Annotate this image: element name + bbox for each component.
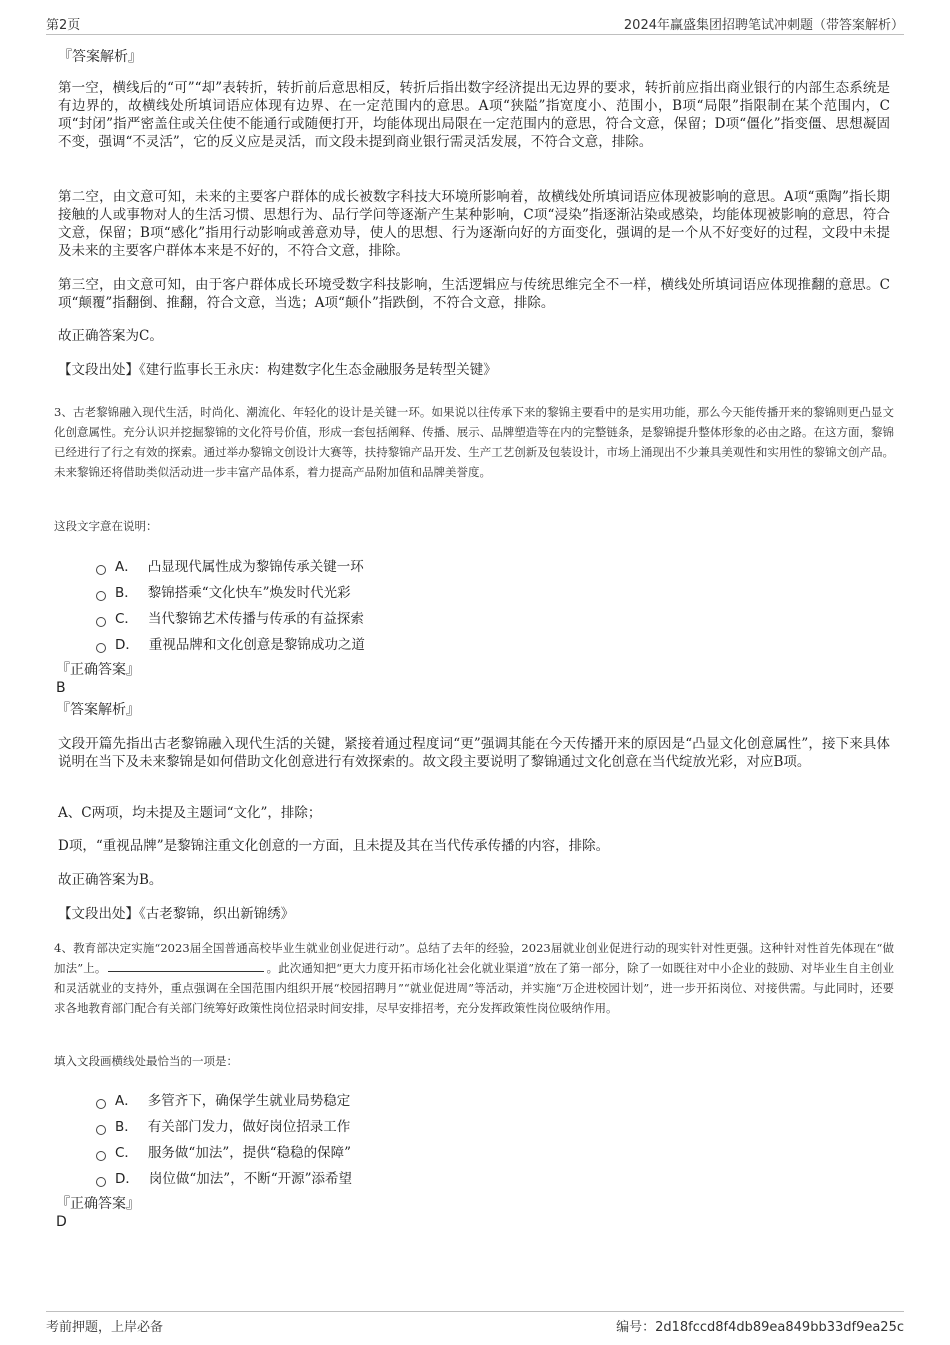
radio-icon[interactable] bbox=[96, 1177, 106, 1187]
option-text: 有关部门发力，做好岗位招录工作 bbox=[147, 1119, 351, 1135]
q3-stem: 3、古老黎锦融入现代生活，时尚化、潮流化、年轻化的设计是关键一环。如果说以往传承下来的黎锦主要看中的是实用功能，那么今天能传播开来的黎锦则更凸显文化创意属性。充分认识并挖掘黎锦的文化符号价值，形成一套包括阐释、传播、展示、品牌塑造等在内的完整链条，是黎锦提升整体形象的必由之路。在这方面，黎锦已经进行了行之有效的探索。通过举办黎锦文创设计大赛等，扶持黎锦产品开发、生产工艺创新及包装设计，市场上涌现出不少兼具美观性和实用性的黎锦文创产品。未来黎锦还将借助类似活动进一步丰富产品体系，着力提高产品附加值和品牌美誉度。 bbox=[54, 405, 894, 479]
option-text: 岗位做“加法”，不断“开源”添希望 bbox=[148, 1171, 353, 1187]
q3-answer: B bbox=[56, 680, 66, 696]
radio-icon[interactable] bbox=[96, 1099, 106, 1109]
q4-answer: D bbox=[56, 1214, 67, 1230]
q2-source: 【文段出处】《建行监事长王永庆：构建数字化生态金融服务是转型关键》 bbox=[58, 362, 497, 378]
q4-option-c[interactable] bbox=[96, 1141, 351, 1161]
radio-icon[interactable] bbox=[96, 565, 106, 575]
radio-icon[interactable] bbox=[96, 617, 106, 627]
option-letter: B． bbox=[115, 1119, 138, 1135]
q2-conclusion: 故正确答案为C。 bbox=[58, 328, 163, 344]
q2-analysis-p1: 第一空，横线后的“可”“却”表转折，转折前后意思相反，转折后指出数字经济提出无边界的要求，转折前应指出商业银行的内部生态系统是有边界的，故横线处所填词语应体现有边界、在一定范围内的意思。A项“狭隘”指宽度小、范围小，B项“局限”指限制在某个范围内，C项“封闭”指严密盖住或关住使不能通行或随便打开，均能体现出局限在一定范围内的意思，符合文意，保留；D项“僵化”指变僵、思想凝固不变，强调“不灵活”，它的反义应是灵活，而文段未提到商业银行需灵活发展，不符合文意，排除。 bbox=[58, 80, 890, 150]
page-header bbox=[46, 12, 904, 35]
option-text: 多管齐下，确保学生就业局势稳定 bbox=[147, 1093, 351, 1109]
option-letter: A． bbox=[115, 559, 138, 575]
option-letter: D． bbox=[115, 637, 139, 653]
option-text: 当代黎锦艺术传播与传承的有益探索 bbox=[147, 611, 364, 627]
q3-analysis-p3: D项，“重视品牌”是黎锦注重文化创意的一方面，且未提及其在当代传承传播的内容，排除。 bbox=[58, 838, 610, 854]
q2-analysis-p3: 第三空，由文意可知，由于客户群体成长环境受数字科技影响，生活逻辑应与传统思维完全不一样，横线处所填词语应体现推翻的意思。C项“颠覆”指翻倒、推翻，符合文意，当选；A项“颠仆”指跌倒，不符合文意，排除。 bbox=[58, 277, 890, 311]
page-footer bbox=[46, 1311, 904, 1334]
radio-icon[interactable] bbox=[96, 1151, 106, 1161]
q3-analysis-p2: A、C两项，均未提及主题词“文化”，排除； bbox=[58, 805, 322, 821]
q3-analysis-tag: 『答案解析』 bbox=[56, 702, 140, 718]
q3-option-c[interactable] bbox=[96, 607, 364, 627]
q3-conclusion: 故正确答案为B。 bbox=[58, 872, 163, 888]
q4-answer-tag: 『正确答案』 bbox=[56, 1196, 140, 1212]
page-number: 第2页 bbox=[46, 18, 81, 33]
q3-prompt: 这段文字意在说明： bbox=[54, 519, 158, 533]
footer-slogan: 考前押题，上岸必备 bbox=[46, 1320, 164, 1335]
q3-source: 【文段出处】《古老黎锦，织出新锦绣》 bbox=[58, 906, 295, 922]
q2-analysis-p2: 第二空，由文意可知，未来的主要客户群体的成长被数字科技大环境所影响着，故横线处所填词语应体现被影响的意思。A项“熏陶”指长期接触的人或事物对人的生活习惯、思想行为、品行学问等逐渐产生某种影响，C项“浸染”指逐渐沾染或感染，均能体现被影响的意思，符合文意，保留；B项“感化”指用行动影响或善意劝导，使人的思想、行为逐渐向好的方面变化，强调的是一个从不好变好的过程，文段中未提及未来的主要客户群体本来是不好的，不符合文意，排除。 bbox=[58, 189, 890, 259]
option-letter: D． bbox=[115, 1171, 139, 1187]
q4-option-b[interactable] bbox=[96, 1115, 350, 1135]
radio-icon[interactable] bbox=[96, 591, 106, 601]
q2-analysis-tag: 『答案解析』 bbox=[58, 49, 142, 65]
q4-option-d[interactable] bbox=[96, 1167, 352, 1187]
option-letter: C． bbox=[115, 1145, 138, 1161]
q3-option-b[interactable] bbox=[96, 581, 351, 601]
q4-option-a[interactable] bbox=[96, 1089, 350, 1109]
fill-blank-line bbox=[108, 959, 264, 972]
option-text: 黎锦搭乘“文化快车”焕发时代光彩 bbox=[147, 585, 351, 601]
q3-option-a[interactable] bbox=[96, 555, 364, 575]
q4-stem-before: 4、教育部决定实施“2023届全国普通高校毕业生就业创业促进行动”。总结了去年的经验，2023届就业创业促进行动的现实针对性更强。这种针对性首先体现在“做加法”上。 bbox=[54, 941, 894, 975]
q4-stem-after: 。此次通知把“更大力度开拓市场化社会化就业渠道”放在了第一部分，除了一如既往对中小企业的鼓励、对毕业生自主创业和灵活就业的支持外，重点强调在全国范围内组织开展“校园招聘月”“就业促进周”等活动，并实施“万企进校园计划”，进一步开拓岗位、对接供需。与此同时，还要求各地教育部门配合有关部门统筹好政策性岗位招录时间安排，尽早安排招考，充分发挥政策性岗位吸纳作用。 bbox=[54, 961, 894, 1015]
radio-icon[interactable] bbox=[96, 1125, 106, 1135]
radio-icon[interactable] bbox=[96, 643, 106, 653]
option-letter: A． bbox=[115, 1093, 138, 1109]
q3-option-d[interactable] bbox=[96, 633, 365, 653]
option-text: 重视品牌和文化创意是黎锦成功之道 bbox=[148, 637, 365, 653]
q3-analysis-p1: 文段开篇先指出古老黎锦融入现代生活的关键，紧接着通过程度词“更”强调其能在今天传播开来的原因是“凸显文化创意属性”，接下来具体说明在当下及未来黎锦是如何借助文化创意进行有效探索的。故文段主要说明了黎锦通过文化创意在当代绽放光彩，对应B项。 bbox=[58, 736, 890, 770]
option-text: 凸显现代属性成为黎锦传承关键一环 bbox=[147, 559, 364, 575]
option-letter: B． bbox=[115, 585, 138, 601]
q3-answer-tag: 『正确答案』 bbox=[56, 662, 140, 678]
option-letter: C． bbox=[115, 611, 138, 627]
document-id: 编号：2d18fccd8f4db89ea849bb33df9ea25c bbox=[616, 1320, 904, 1335]
q4-prompt: 填入文段画横线处最恰当的一项是： bbox=[54, 1054, 238, 1068]
q4-stem bbox=[54, 938, 894, 1018]
document-title: 2024年赢盛集团招聘笔试冲刺题（带答案解析） bbox=[623, 18, 904, 33]
option-text: 服务做“加法”，提供“稳稳的保障” bbox=[147, 1145, 352, 1161]
